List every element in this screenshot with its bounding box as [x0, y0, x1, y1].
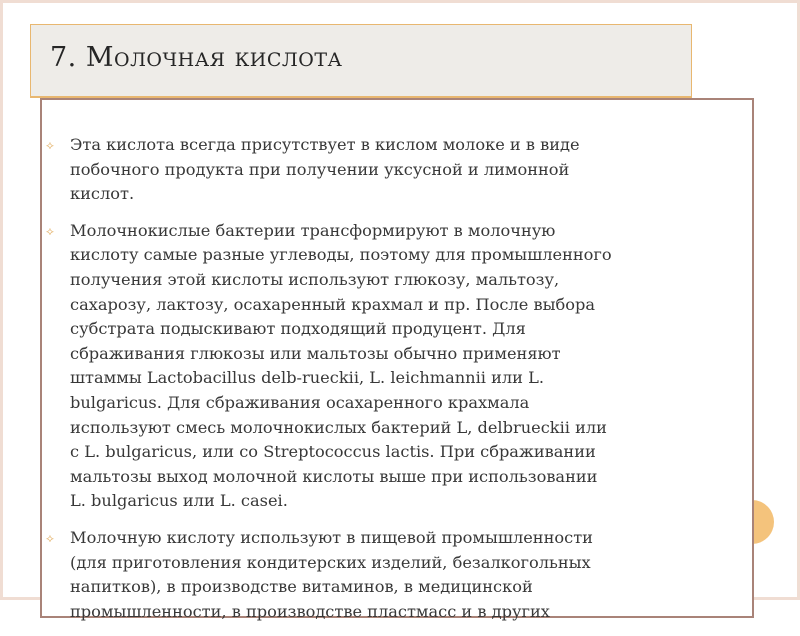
bullet-marker-icon: ⟡	[46, 530, 54, 545]
bullet-line: bulgaricus. Для сбраживания осахаренного крахмала	[70, 392, 530, 412]
bullet-line: с L. bulgaricus, или со Streptococcus lactis. При сбраживании	[70, 442, 596, 462]
bullet-line: Эта кислота всегда присутствует в кислом молоке и в виде	[70, 135, 580, 154]
bullet-line: Молочную кислоту используют в пищевой промышленности	[70, 527, 593, 547]
bullet-item-3	[44, 526, 744, 624]
bullet-line: кислоту самые разные углеводы, поэтому для промышленного	[70, 245, 612, 265]
bullet-line: Молочнокислые бактерии трансформируют в молочную	[70, 220, 556, 240]
bullet-item-1	[44, 133, 744, 207]
bullet-line: промышленности, в производстве пластмасс и в других	[70, 601, 550, 621]
bullet-line: используют смесь молочнокислых бактерий L, delbrueckii или	[70, 417, 607, 437]
bullet-line: кислот.	[70, 184, 135, 204]
bullet-line: сахарозу, лактозу, осахаренный крахмал и пр. После выбора	[70, 294, 595, 314]
slide-title: 7. Молочная кислота	[50, 42, 343, 73]
bullet-line: субстрата подыскивают подходящий продуцент. Для	[70, 319, 526, 339]
bullet-line: штаммы Lactobacillus delb-rueckii, L. leichmannii или L.	[70, 368, 545, 388]
bullet-line: L. bulgaricus или L. casei.	[70, 491, 288, 511]
bullet-list	[44, 133, 744, 636]
bullet-line: (для приготовления кондитерских изделий, безалкогольных	[70, 552, 591, 572]
bullet-line: сбраживания глюкозы или мальтозы обычно применяют	[70, 343, 561, 363]
bullet-marker-icon: ⟡	[46, 138, 54, 152]
bullet-line: получения этой кислоты используют глюкозу, мальтозу,	[70, 269, 560, 289]
bullet-marker-icon: ⟡	[46, 223, 54, 238]
bullet-line: напитков), в производстве витаминов, в медицинской	[70, 577, 533, 597]
bullet-item-2	[44, 219, 744, 514]
bullet-line: мальтозы выход молочной кислоты выше при использовании	[70, 466, 598, 486]
bullet-line: побочного продукта при получении уксусной и лимонной	[70, 159, 570, 179]
